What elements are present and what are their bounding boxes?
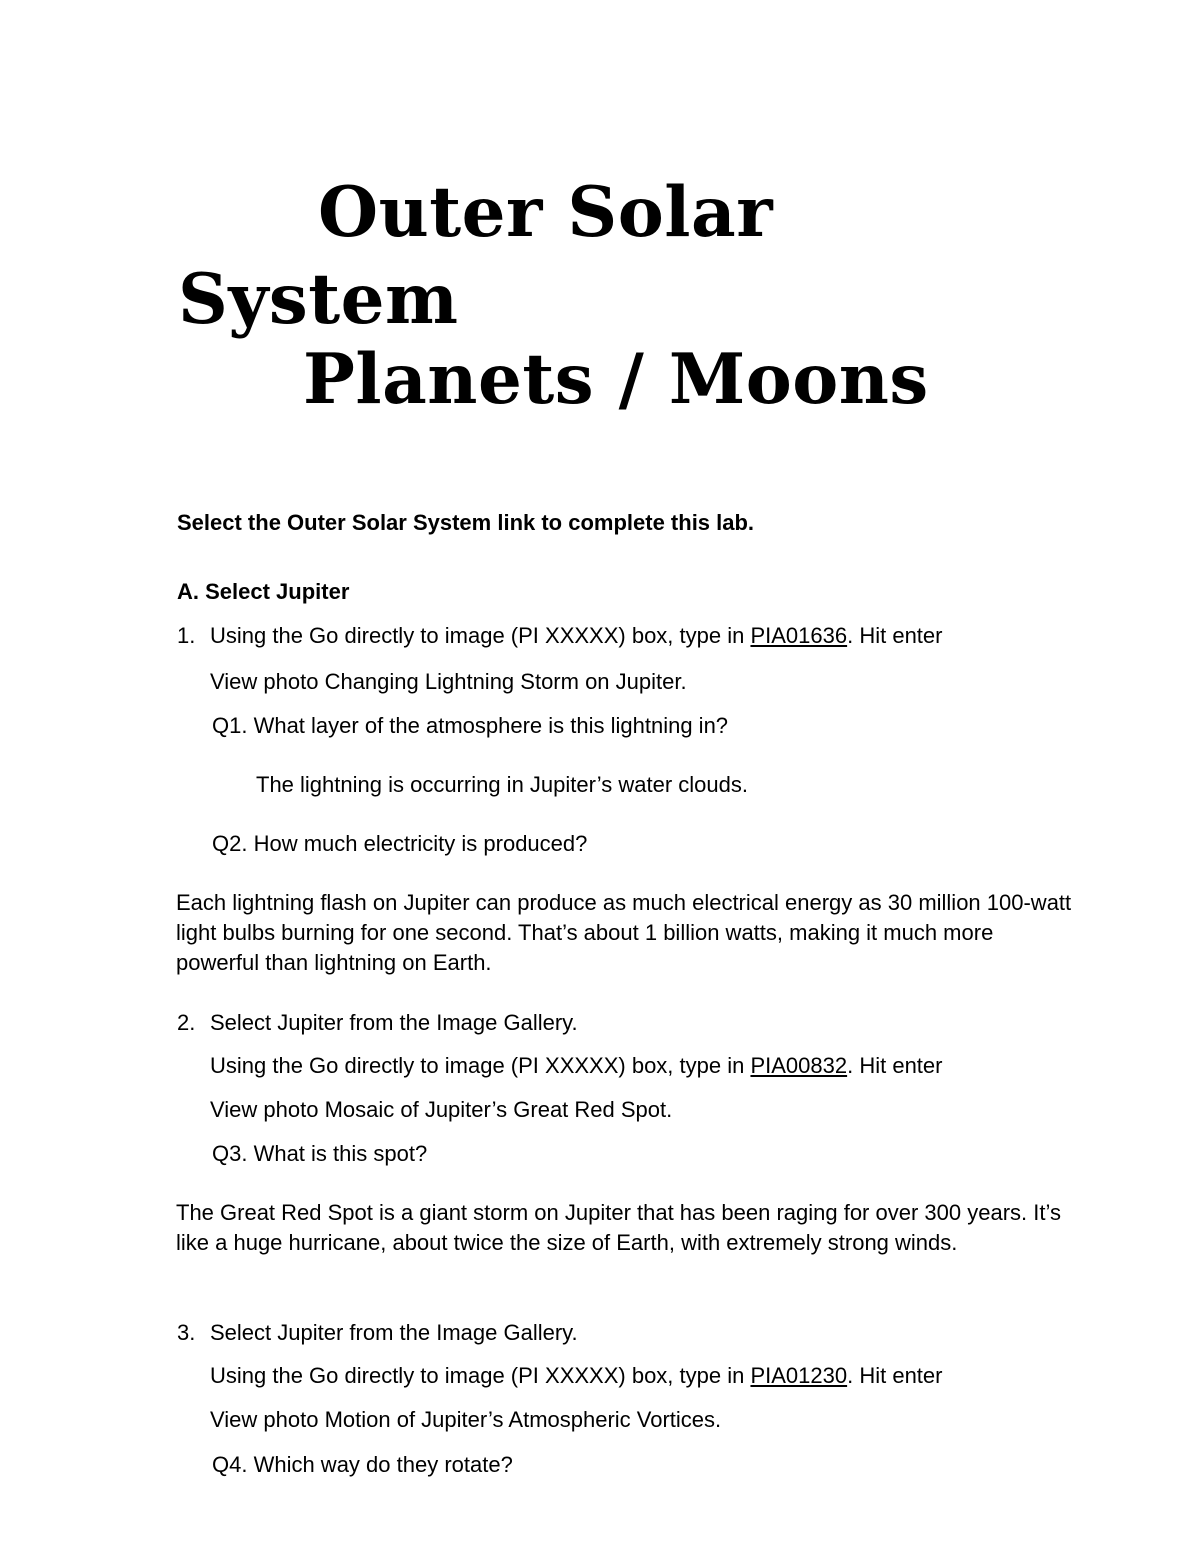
item-1-instruction	[177, 621, 942, 651]
title-line-2: System	[178, 259, 459, 340]
title-line-3: Planets / Moons	[303, 339, 929, 420]
item-1-link[interactable]: PIA01636	[750, 623, 848, 648]
item-3-view: View photo Motion of Jupiter’s Atmospheric Vortices.	[210, 1407, 722, 1432]
item-2-view: View photo Mosaic of Jupiter’s Great Red Spot.	[210, 1097, 673, 1122]
question-4: Q4. Which way do they rotate?	[212, 1452, 513, 1477]
section-a-heading: A. Select Jupiter	[177, 579, 350, 604]
item-2-instruction-prefix: Using the Go directly to image (PI XXXXX) box, type in	[210, 1053, 751, 1078]
item-2-number: 2.	[177, 1010, 196, 1035]
item-3-select	[177, 1318, 578, 1348]
intro-text: Select the Outer Solar System link to complete this lab.	[177, 510, 755, 535]
title-line-1: Outer Solar	[318, 172, 774, 253]
item-3-link[interactable]: PIA01230	[750, 1363, 848, 1388]
item-2-select	[177, 1008, 578, 1038]
item-3-select-text: Select Jupiter from the Image Gallery.	[210, 1320, 578, 1345]
item-3-number: 3.	[177, 1320, 196, 1345]
item-1-number: 1.	[177, 623, 196, 648]
answer-3: The Great Red Spot is a giant storm on Jupiter that has been raging for over 300 years. It’s like a huge hurricane, about twice the size of Earth, with extremely strong winds.	[176, 1200, 1061, 1255]
item-3-instruction-prefix: Using the Go directly to image (PI XXXXX) box, type in	[210, 1363, 751, 1388]
item-3-instruction-suffix: . Hit enter	[847, 1363, 943, 1388]
item-1-view: View photo Changing Lightning Storm on Jupiter.	[210, 669, 687, 694]
item-2-instruction	[210, 1051, 942, 1081]
item-1-instruction-prefix: Using the Go directly to image (PI XXXXX) box, type in	[210, 623, 751, 648]
item-2-select-text: Select Jupiter from the Image Gallery.	[210, 1010, 578, 1035]
answer-2: Each lightning flash on Jupiter can produce as much electrical energy as 30 million 100-watt light bulbs burning for one second. That’s about 1 billion watts, making it much more powerful than lightning on Earth.	[176, 890, 1072, 975]
item-1-instruction-suffix: . Hit enter	[847, 623, 943, 648]
question-2: Q2. How much electricity is produced?	[212, 831, 588, 856]
item-2-instruction-suffix: . Hit enter	[847, 1053, 943, 1078]
question-3: Q3. What is this spot?	[212, 1141, 428, 1166]
answer-1: The lightning is occurring in Jupiter’s water clouds.	[256, 772, 748, 797]
question-1: Q1. What layer of the atmosphere is this lightning in?	[212, 713, 729, 738]
item-3-instruction	[210, 1361, 942, 1391]
item-2-link[interactable]: PIA00832	[750, 1053, 848, 1078]
